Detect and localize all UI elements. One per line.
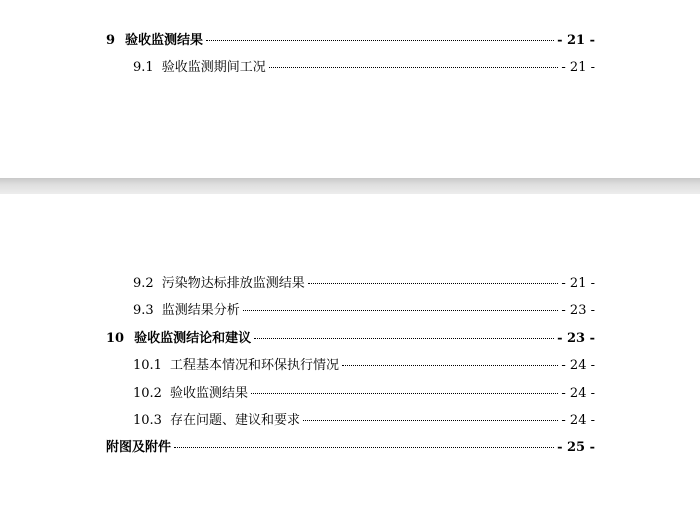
document-page-bottom	[0, 194, 700, 525]
toc-entry-appendix[interactable]	[106, 440, 595, 456]
toc-page-number: - 21 -	[561, 276, 595, 291]
toc-number: 10.1	[133, 358, 162, 373]
toc-dot-leader	[342, 365, 558, 366]
toc-dot-leader	[303, 420, 558, 421]
toc-number: 9.3	[133, 303, 154, 318]
toc-dot-leader	[308, 283, 559, 284]
toc-page-number: - 23 -	[557, 331, 595, 346]
toc-entry-section-10-1[interactable]	[133, 358, 595, 374]
toc-page-number: - 23 -	[561, 303, 595, 318]
toc-dot-leader	[243, 310, 559, 311]
toc-title: 验收监测结论和建议	[134, 331, 252, 346]
toc-entry-section-10-3[interactable]	[133, 413, 595, 429]
toc-dot-leader	[206, 40, 554, 41]
toc-title: 附图及附件	[106, 440, 172, 455]
toc-title: 污染物达标排放监测结果	[161, 276, 305, 291]
toc-dot-leader	[251, 393, 558, 394]
toc-number: 9.2	[133, 276, 154, 291]
toc-entry-section-9-1[interactable]	[133, 60, 595, 76]
toc-title: 监测结果分析	[161, 303, 240, 318]
document-page-top	[0, 0, 700, 178]
toc-page-number: - 24 -	[561, 413, 595, 428]
toc-number: 10.2	[133, 386, 162, 401]
toc-entry-section-10-2[interactable]	[133, 386, 595, 402]
toc-page-number: - 24 -	[561, 386, 595, 401]
toc-title: 验收监测结果	[125, 33, 204, 48]
toc-title: 工程基本情况和环保执行情况	[169, 358, 339, 373]
toc-entry-chapter-9[interactable]	[106, 33, 595, 49]
toc-number: 10.3	[133, 413, 162, 428]
toc-page-number: - 21 -	[557, 33, 595, 48]
toc-entry-section-9-3[interactable]	[133, 303, 595, 319]
toc-entry-section-9-2[interactable]	[133, 276, 595, 292]
toc-number: 9	[106, 33, 116, 48]
toc-entry-chapter-10[interactable]	[106, 331, 595, 347]
toc-title: 验收监测期间工况	[161, 60, 266, 75]
toc-title: 验收监测结果	[169, 386, 248, 401]
toc-page-number: - 24 -	[561, 358, 595, 373]
toc-dot-leader	[269, 67, 559, 68]
toc-page-number: - 21 -	[561, 60, 595, 75]
toc-dot-leader	[254, 338, 554, 339]
toc-title: 存在问题、建议和要求	[169, 413, 300, 428]
page-separator	[0, 178, 700, 194]
toc-number: 10	[106, 331, 125, 346]
toc-number: 9.1	[133, 60, 154, 75]
toc-dot-leader	[174, 447, 554, 448]
toc-page-number: - 25 -	[557, 440, 595, 455]
